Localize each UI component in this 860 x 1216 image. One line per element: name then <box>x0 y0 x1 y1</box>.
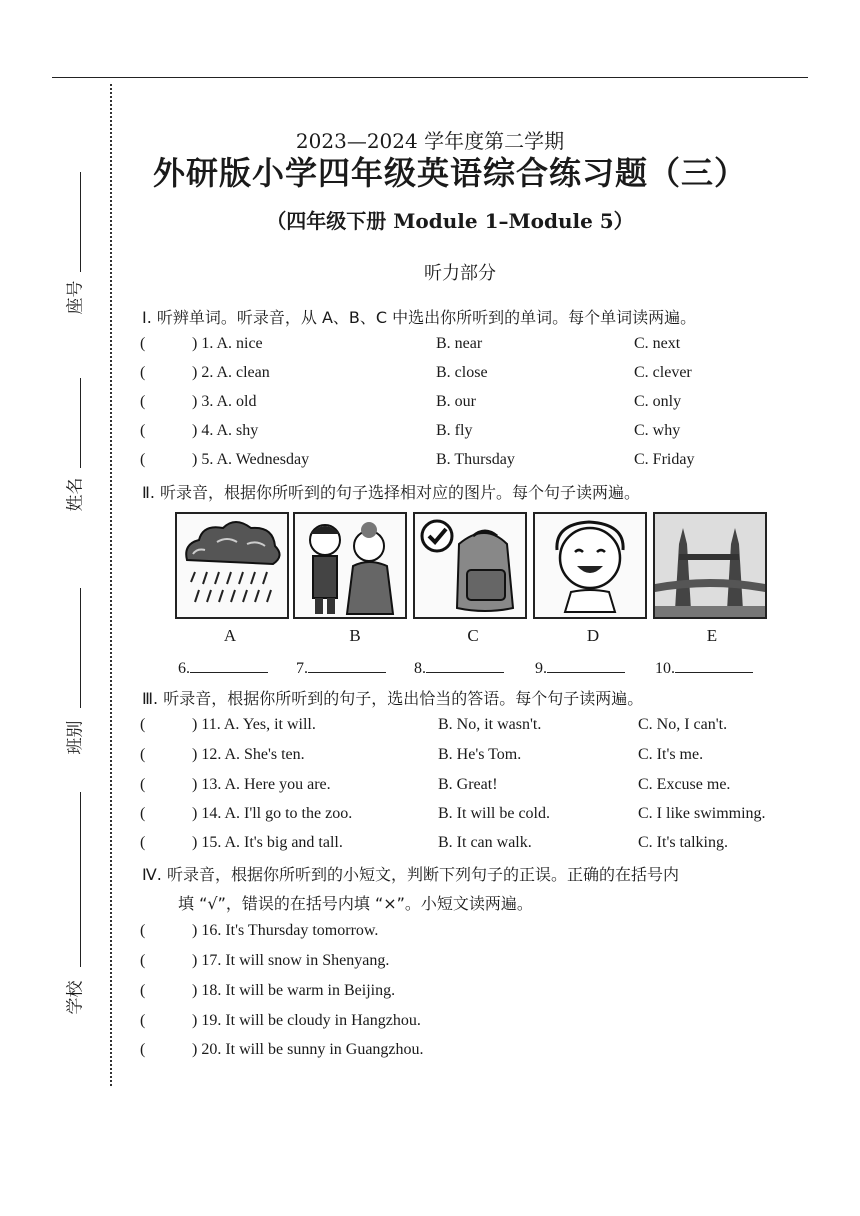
seat-label: 座号 <box>65 280 86 315</box>
answer-blank-7[interactable] <box>296 658 386 678</box>
section4-instruction: Ⅳ. 听录音，根据你所听到的小短文，判断下列句子的正误。正确的在括号内 <box>142 865 679 884</box>
blank-line[interactable] <box>675 658 753 673</box>
option-a: ) 11. A. Yes, it will. <box>192 716 316 733</box>
option-c: C. next <box>634 335 681 352</box>
blank-number: 9. <box>535 660 547 677</box>
picture-label-a: A <box>223 626 237 645</box>
option-c: C. It's talking. <box>638 834 728 851</box>
option-a: ) 5. A. Wednesday <box>192 451 310 468</box>
answer-paren[interactable]: ( <box>140 364 146 381</box>
option-a: ) 2. A. clean <box>192 364 270 381</box>
picture-e-bridge <box>653 512 767 619</box>
answer-paren[interactable]: ( <box>140 746 146 763</box>
option-b: B. near <box>436 335 483 352</box>
exam-subtitle: （四年级下册 Module 1–Module 5） <box>266 209 634 233</box>
option-a: ) 12. A. She's ten. <box>192 746 305 763</box>
option-a: ) 1. A. nice <box>192 335 263 352</box>
picture-label-b: B <box>349 626 361 645</box>
option-b: B. our <box>436 393 476 410</box>
option-c: C. Excuse me. <box>638 776 731 793</box>
section1-instruction: Ⅰ. 听辨单词。听录音，从 A、B、C 中选出你所听到的单词。每个单词读两遍。 <box>142 308 697 327</box>
statement: ) 20. It will be sunny in Guangzhou. <box>192 1041 424 1058</box>
option-b: B. It will be cold. <box>438 805 550 822</box>
answer-blank-10[interactable] <box>655 658 753 678</box>
blank-line[interactable] <box>426 658 504 673</box>
statement: ) 19. It will be cloudy in Hangzhou. <box>192 1012 421 1029</box>
exam-year-term: 2023—2024 学年度第二学期 <box>295 129 565 153</box>
section3-instruction: Ⅲ. 听录音，根据你所听到的句子，选出恰当的答语。每个句子读两遍。 <box>142 689 644 708</box>
answer-paren[interactable]: ( <box>140 393 146 410</box>
option-c: C. Friday <box>634 451 695 468</box>
option-b: B. He's Tom. <box>438 746 522 763</box>
picture-label-c: C <box>467 626 479 645</box>
name-line <box>80 378 81 468</box>
answer-blank-9[interactable] <box>535 658 625 678</box>
answer-paren[interactable]: ( <box>140 952 146 969</box>
people-icon <box>295 514 405 617</box>
exam-title: 外研版小学四年级英语综合练习题（三） <box>152 154 747 192</box>
answer-paren[interactable]: ( <box>140 834 146 851</box>
binding-dashed-line <box>110 84 112 1086</box>
blank-number: 8. <box>414 660 426 677</box>
blank-number: 6. <box>178 660 190 677</box>
option-a: ) 4. A. shy <box>192 422 259 439</box>
option-b: B. Great! <box>438 776 498 793</box>
rain-cloud-icon <box>177 514 287 617</box>
option-b: B. No, it wasn't. <box>438 716 542 733</box>
statement: ) 18. It will be warm in Beijing. <box>192 982 396 999</box>
picture-label-e: E <box>706 626 718 645</box>
answer-paren[interactable]: ( <box>140 422 146 439</box>
statement: ) 16. It's Thursday tomorrow. <box>192 922 379 939</box>
option-c: C. No, I can't. <box>638 716 728 733</box>
option-c: C. why <box>634 422 681 439</box>
answer-paren[interactable]: ( <box>140 1041 146 1058</box>
picture-d-baby <box>533 512 647 619</box>
option-b: B. close <box>436 364 488 381</box>
picture-b-people <box>293 512 407 619</box>
picture-a-rain <box>175 512 289 619</box>
backpack-icon <box>415 514 525 617</box>
tower-bridge-icon <box>655 514 765 617</box>
option-a: ) 15. A. It's big and tall. <box>192 834 343 851</box>
section4-instruction-line2: 填 “√”，错误的在括号内填 “×”。小短文读两遍。 <box>178 894 533 913</box>
answer-paren[interactable]: ( <box>140 805 146 822</box>
answer-paren[interactable]: ( <box>140 922 146 939</box>
blank-line[interactable] <box>190 658 268 673</box>
option-b: B. fly <box>436 422 473 439</box>
option-c: C. clever <box>634 364 692 381</box>
class-line <box>80 588 81 708</box>
answer-paren[interactable]: ( <box>140 716 146 733</box>
answer-blank-6[interactable] <box>178 658 268 678</box>
statement: ) 17. It will snow in Shenyang. <box>192 952 390 969</box>
picture-c-backpack <box>413 512 527 619</box>
picture-label-d: D <box>586 626 600 645</box>
answer-paren[interactable]: ( <box>140 335 146 352</box>
school-line <box>80 792 81 967</box>
name-label: 姓名 <box>65 477 86 512</box>
answer-blank-8[interactable] <box>414 658 504 678</box>
blank-line[interactable] <box>547 658 625 673</box>
top-rule <box>52 77 808 78</box>
school-label: 学校 <box>65 980 86 1015</box>
option-c: C. It's me. <box>638 746 704 763</box>
blank-number: 7. <box>296 660 308 677</box>
blank-line[interactable] <box>308 658 386 673</box>
option-a: ) 14. A. I'll go to the zoo. <box>192 805 353 822</box>
listening-section-heading: 听力部分 <box>424 263 496 284</box>
answer-paren[interactable]: ( <box>140 982 146 999</box>
answer-paren[interactable]: ( <box>140 451 146 468</box>
option-b: B. It can walk. <box>438 834 532 851</box>
section2-instruction: Ⅱ. 听录音，根据你所听到的句子选择相对应的图片。每个句子读两遍。 <box>142 483 641 502</box>
answer-paren[interactable]: ( <box>140 1012 146 1029</box>
baby-icon <box>535 514 645 617</box>
option-c: C. I like swimming. <box>638 805 766 822</box>
option-a: ) 13. A. Here you are. <box>192 776 331 793</box>
option-a: ) 3. A. old <box>192 393 257 410</box>
option-c: C. only <box>634 393 682 410</box>
class-label: 班别 <box>65 720 86 755</box>
answer-paren[interactable]: ( <box>140 776 146 793</box>
blank-number: 10. <box>655 660 675 677</box>
option-b: B. Thursday <box>436 451 515 468</box>
